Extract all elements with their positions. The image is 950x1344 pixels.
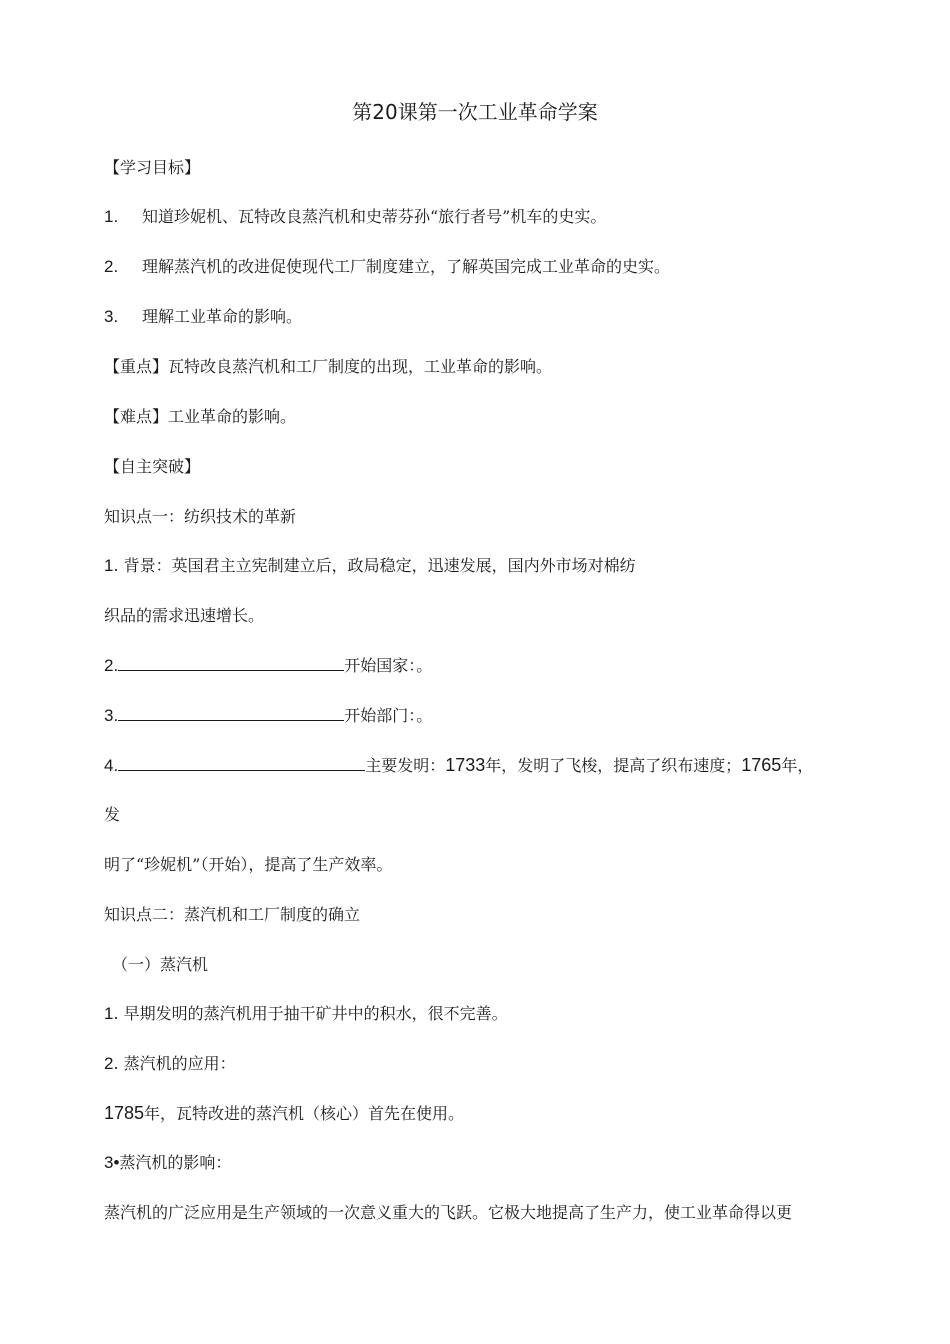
kp2-item-3-detail: 蒸汽机的广泛应用是生产领域的一次意义重大的飞跃。它极大地提高了生产力，使工业革命得以更 [104,1203,793,1222]
key-point: 【重点】瓦特改良蒸汽机和工厂制度的出现，工业革命的影响。 [104,357,553,376]
item-number: 4. [104,756,119,775]
objective-number: 3. [104,307,119,326]
kp1-item-4-continued: 发 [104,805,121,824]
objective-text: 知道珍妮机、瓦特改良蒸汽机和史蒂芬孙“旅行者号”机车的史实。 [142,207,607,226]
kp2-item-3 [104,1153,231,1173]
kp2-item-1 [104,1004,508,1024]
knowledge-point-1-title: 知识点一：纺织技术的革新 [104,507,297,526]
item-text: 开始部门：。 [344,706,433,725]
objectives-header: 【学习目标】 [104,158,201,177]
objective-item-1 [104,207,606,227]
item-number: 3. [104,706,119,725]
item-number: 3• [104,1153,120,1172]
item-text: . 蒸汽机的应用： [113,1054,236,1073]
difficulty-point: 【难点】工业革命的影响。 [104,407,297,426]
kp2-subsection-title: （一）蒸汽机 [112,955,209,974]
kp1-item-2 [104,656,432,676]
year-value: 1785 [104,1103,145,1123]
item-text: 开始国家：。 [344,656,433,675]
item-number: 2. [104,656,119,675]
objective-number: 2. [104,257,119,276]
objective-item-2 [104,257,670,277]
kp1-item-4 [104,755,813,776]
objective-number: 1. [104,207,119,226]
item-text: 年，发明了飞梭，提高了织布速度； [485,756,742,775]
item-number: 1 [104,1004,114,1023]
item-text: . 背景：英国君主立宪制建立后，政局稳定，迅速发展，国内外市场对棉纺 [113,556,636,575]
knowledge-point-2-title: 知识点二：蒸汽机和工厂制度的确立 [104,905,361,924]
kp2-item-2 [104,1054,236,1074]
item-text: 主要发明： [365,756,446,775]
item-text: 年， [781,756,814,775]
year-value: 1765 [741,755,782,775]
fill-in-blank[interactable] [118,706,344,721]
fill-in-blank[interactable] [118,756,365,771]
kp2-item-2-detail [104,1103,464,1124]
self-study-header: 【自主突破】 [104,457,201,476]
kp1-item-4-continued: 明了“珍妮机”（开始），提高了生产效率。 [104,855,393,874]
objective-text: 理解工业革命的影响。 [142,307,303,326]
kp1-item-3 [104,706,432,726]
document-title: 第20课第一次工业革命学案 [352,100,598,124]
kp1-item-1 [104,556,636,576]
item-text: . 早期发明的蒸汽机用于抽干矿井中的积水，很不完善。 [113,1004,508,1023]
kp1-item-1-continued: 织品的需求迅速增长。 [104,606,265,625]
year-value: 1733 [445,755,486,775]
item-number: 2 [104,1054,114,1073]
item-text: 年，瓦特改进的蒸汽机（核心）首先在使用。 [144,1104,465,1123]
item-text: 蒸汽机的影响： [119,1153,232,1172]
objective-text: 理解蒸汽机的改进促使现代工厂制度建立，了解英国完成工业革命的史实。 [142,257,671,276]
fill-in-blank[interactable] [118,656,344,671]
item-number: 1 [104,556,114,575]
objective-item-3 [104,307,302,327]
